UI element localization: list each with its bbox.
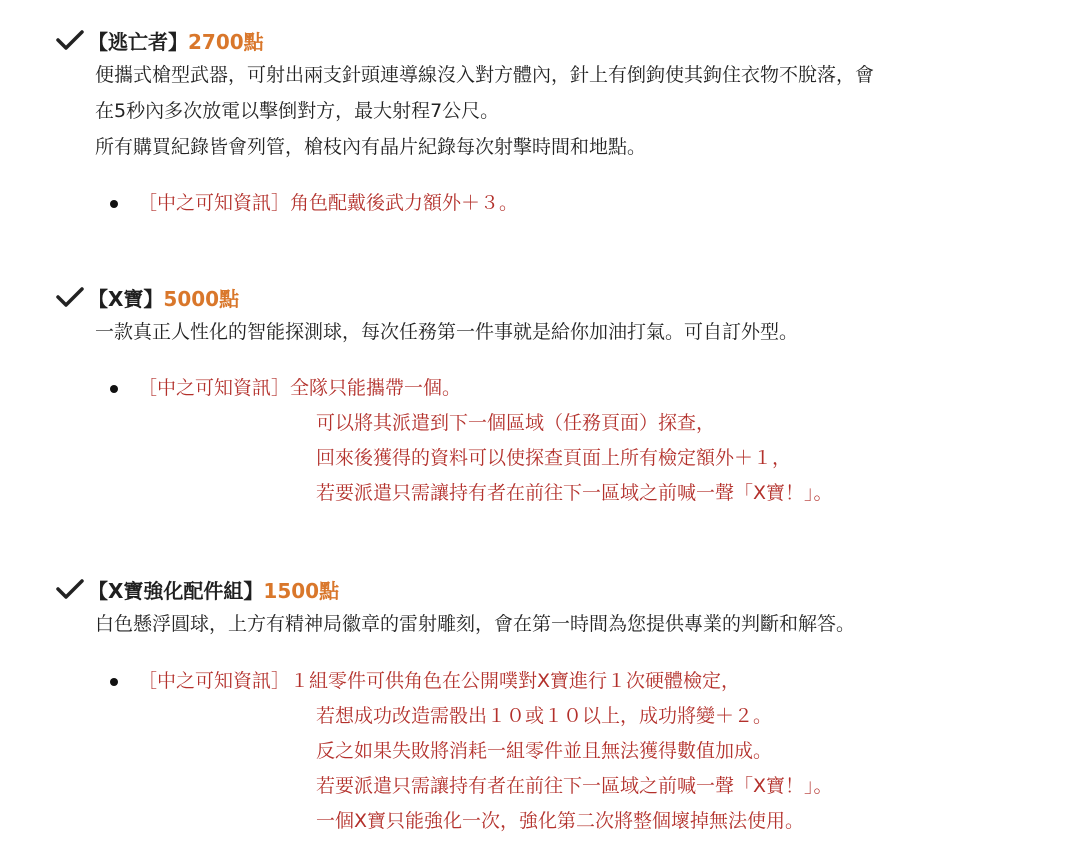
note-row: [110, 371, 833, 406]
checkmark-icon: [56, 29, 84, 51]
note-line: 反之如果失敗將消耗一組零件並且無法獲得數值加成。: [316, 740, 773, 762]
checkmark-icon: [56, 286, 84, 308]
item-description: [95, 57, 874, 165]
note-row: [110, 186, 518, 221]
item-description: [95, 314, 798, 350]
description-line: 一款真正人性化的智能探測球，每次任務第一件事就是給你加油打氣。可自訂外型。: [95, 321, 799, 343]
description-line: 白色懸浮圓球，上方有精神局徽章的雷射雕刻，會在第一時間為您提供專業的判斷和解答。: [95, 613, 856, 635]
description-line: 便攜式槍型武器，可射出兩支針頭連導線沒入對方體內，針上有倒鉤使其鉤住衣物不脫落，會: [95, 64, 875, 86]
note-block: [110, 186, 518, 221]
note-block: [110, 664, 833, 839]
bullet-icon: [110, 385, 118, 393]
note-line: １組零件可供角色在公開噗對X寶進行１次硬體檢定，: [290, 670, 741, 692]
item-header: [56, 573, 339, 605]
bullet-icon: [110, 200, 118, 208]
item-description: [95, 606, 855, 642]
note-label: ［中之可知資訊］: [138, 670, 291, 692]
note-label: ［中之可知資訊］: [138, 192, 291, 214]
item-price: 1500點: [263, 578, 340, 603]
note-line: 回來後獲得的資料可以使探查頁面上所有檢定額外＋１，: [316, 447, 792, 469]
note-line: 若要派遣只需讓持有者在前往下一區域之前喊一聲「X寶！」。: [316, 482, 833, 504]
note-line: 一個X寶只能強化一次，強化第二次將整個壞掉無法使用。: [316, 810, 805, 832]
note-line: 若想成功改造需骰出１０或１０以上，成功將變＋２。: [316, 705, 773, 727]
note-row: [110, 664, 833, 699]
bullet-icon: [110, 678, 118, 686]
note-line: 若要派遣只需讓持有者在前往下一區域之前喊一聲「X寶！」。: [316, 775, 833, 797]
item-name: 【逃亡者】: [88, 29, 188, 54]
note-label: ［中之可知資訊］: [138, 377, 291, 399]
description-line: 在5秒內多次放電以擊倒對方，最大射程7公尺。: [95, 100, 500, 122]
checkmark-icon: [56, 578, 84, 600]
note-block: [110, 371, 833, 511]
item-name: 【X寶】: [88, 286, 164, 311]
item-header: [56, 281, 239, 313]
note-line: 可以將其派遣到下一個區域（任務頁面）探查，: [316, 412, 716, 434]
item-price: 5000點: [163, 286, 240, 311]
item-header: [56, 24, 264, 56]
note-line: 角色配戴後武力額外＋３。: [290, 192, 519, 214]
note-line: 全隊只能攜帶一個。: [290, 377, 462, 399]
item-price: 2700點: [188, 29, 264, 54]
item-name: 【X寶強化配件組】: [88, 578, 264, 603]
description-line: 所有購買紀錄皆會列管，槍枝內有晶片紀錄每次射擊時間和地點。: [95, 136, 647, 158]
